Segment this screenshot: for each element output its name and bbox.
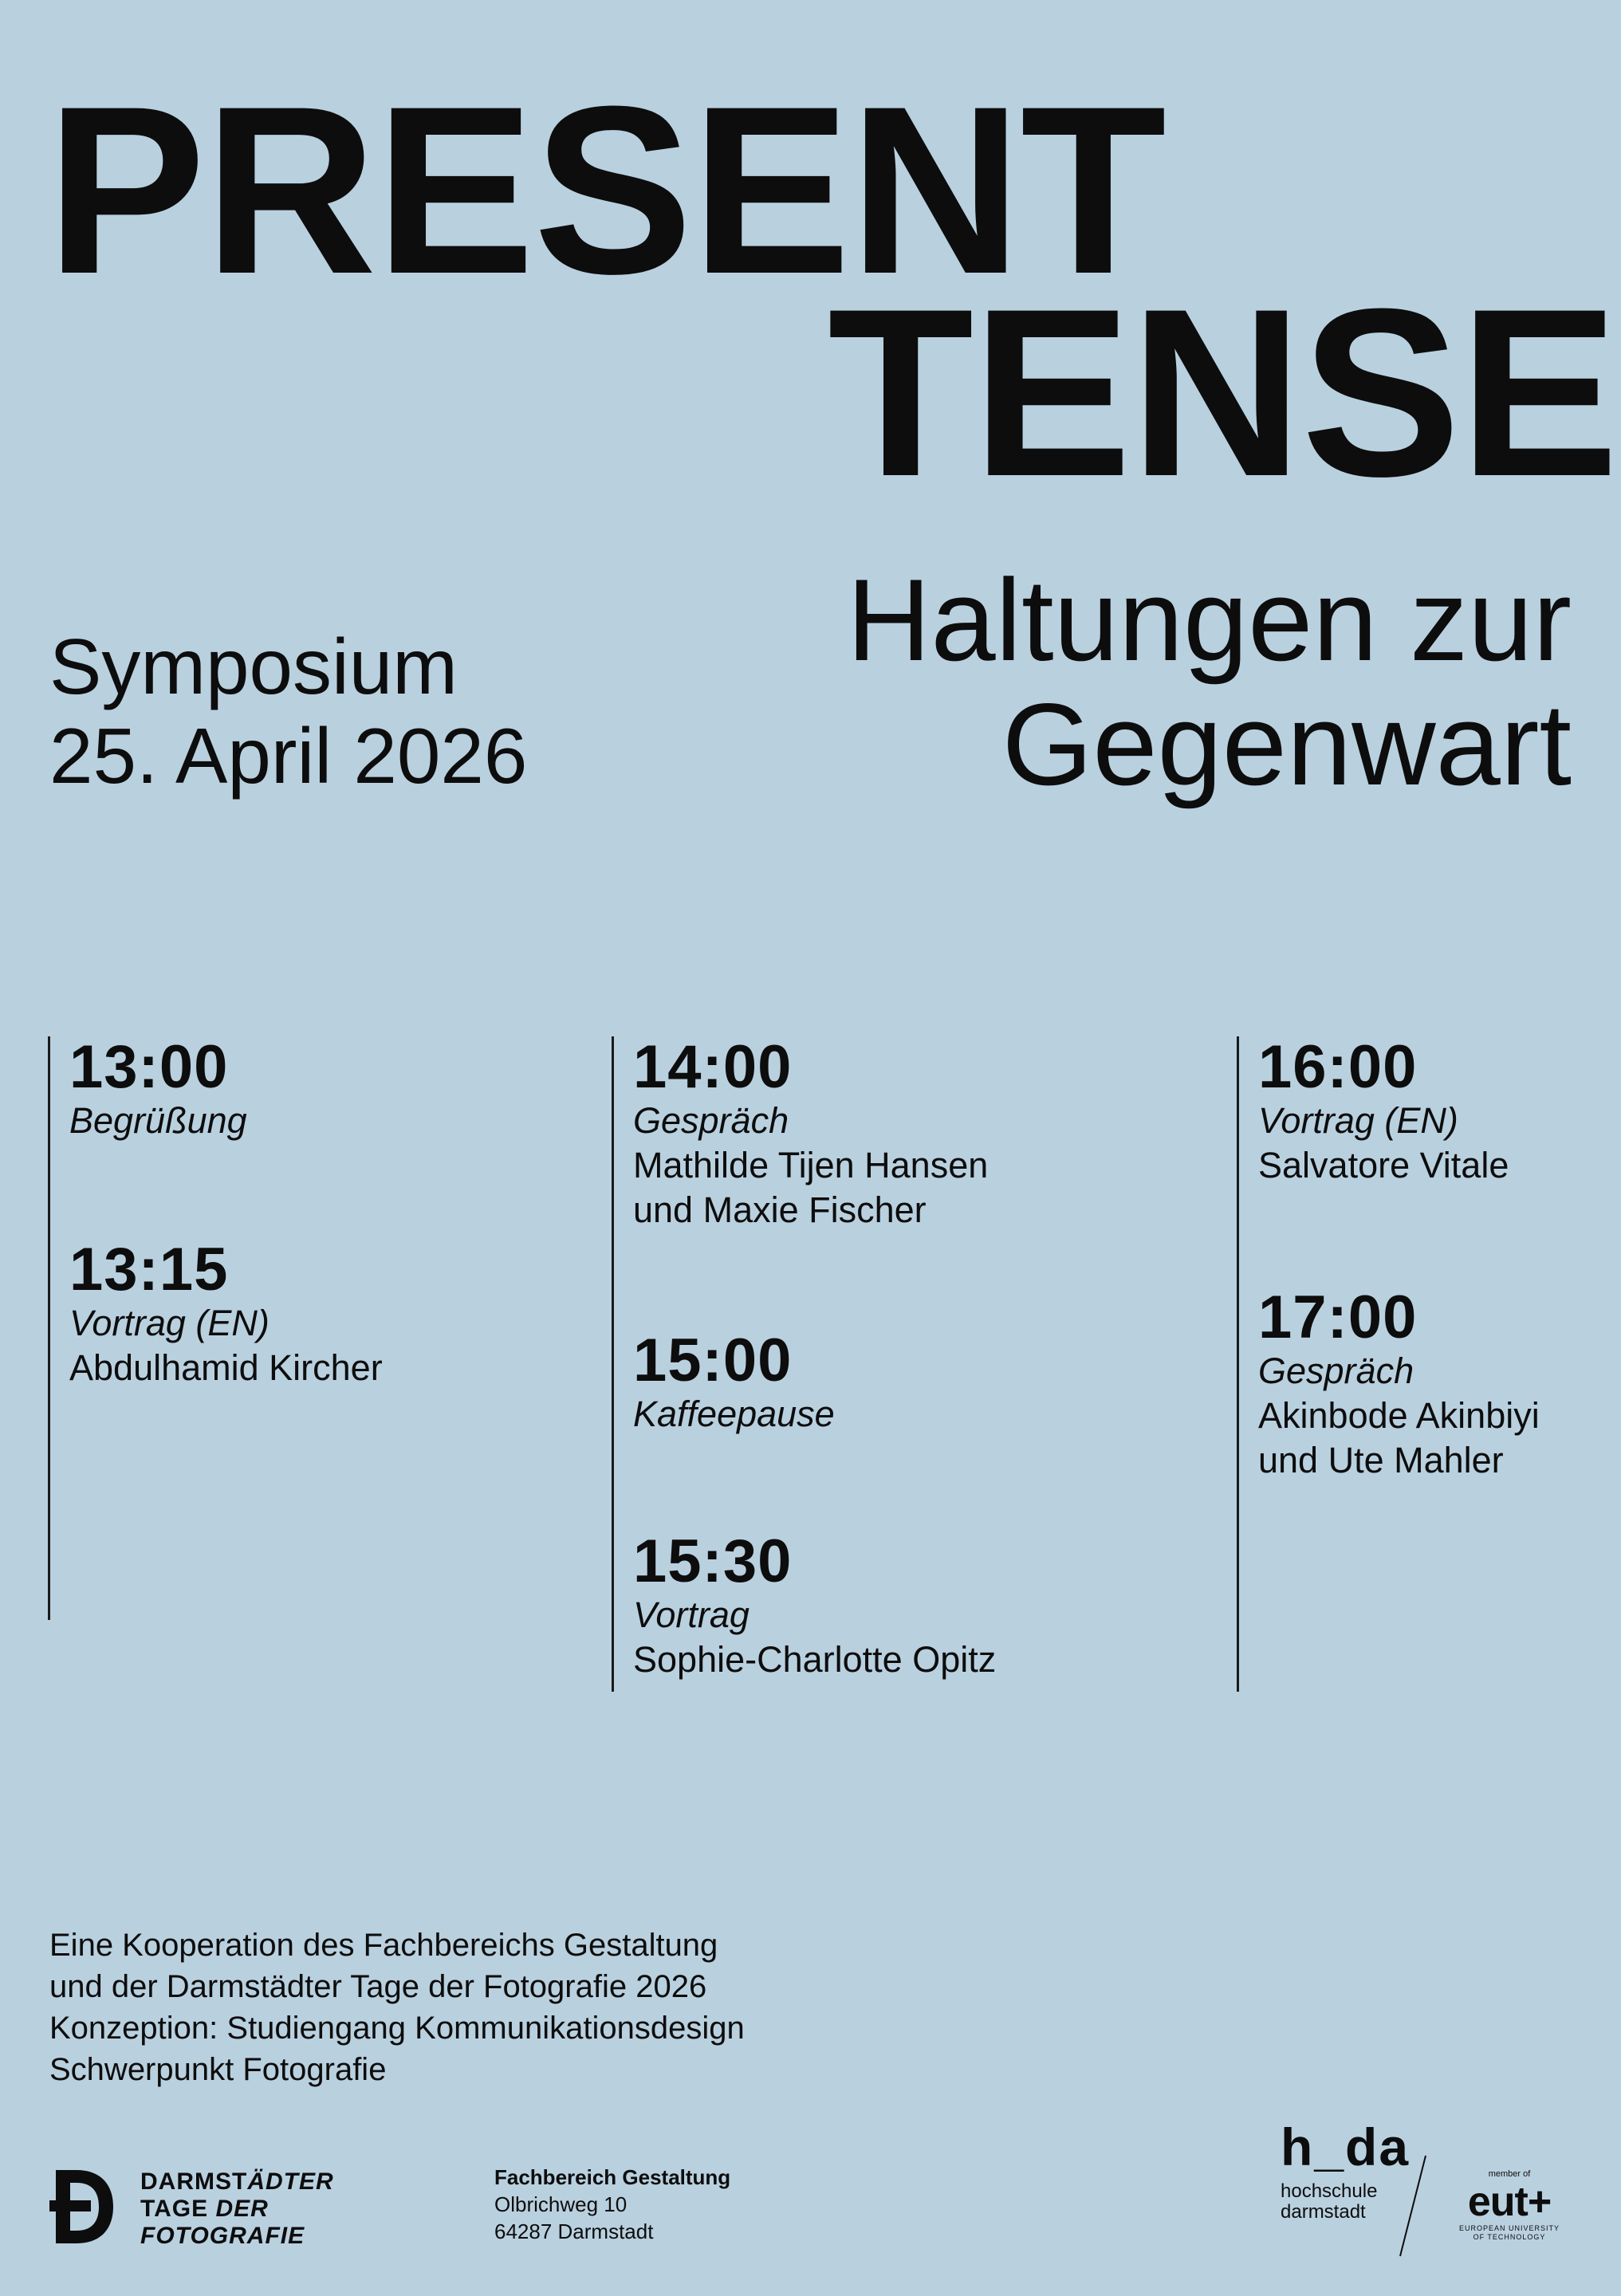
schedule-time: 13:15 [69, 1236, 229, 1303]
schedule-type: Kaffeepause [633, 1394, 835, 1434]
cooperation-line: Schwerpunkt Fotografie [49, 2052, 387, 2087]
schedule-column-3 [1237, 1033, 1621, 1692]
dtf-line-3 [140, 2223, 334, 2250]
eut-line-1: EUROPEAN UNIVERSITY [1458, 2224, 1560, 2232]
schedule-speaker: und Ute Mahler [1258, 1440, 1504, 1480]
hda-logo [1281, 2119, 1410, 2223]
eut-logo-subtitle [1442, 2224, 1577, 2242]
dtf-logo-icon [49, 2167, 116, 2247]
title-present: PRESENT [46, 56, 1165, 324]
eut-member-text: member of [1488, 2169, 1531, 2179]
cooperation-line: und der Darmstädter Tage der Fotografie 2026 [49, 1969, 707, 2004]
address-department: Fachbereich Gestaltung [494, 2165, 731, 2189]
event-date: 25. April 2026 [49, 712, 528, 800]
dtf-line-2 [140, 2196, 334, 2223]
schedule-item [633, 1033, 989, 1233]
schedule-type: Gespräch [633, 1100, 789, 1141]
address-city: 64287 Darmstadt [494, 2219, 654, 2243]
dtf-line-2a: TAGE [140, 2196, 216, 2222]
dtf-logo-text [140, 2168, 334, 2250]
address-block [494, 2164, 730, 2245]
schedule-item [1258, 1284, 1540, 1483]
logo-divider [1397, 2154, 1429, 2258]
schedule-time: 16:00 [1258, 1033, 1418, 1101]
schedule-speaker: und Maxie Fischer [633, 1189, 927, 1230]
dtf-line-3-text: FOTOGRAFIE [140, 2223, 305, 2249]
schedule-speaker: Salvatore Vitale [1258, 1145, 1509, 1185]
schedule-type: Vortrag (EN) [1258, 1100, 1458, 1141]
eut-logo [1442, 2168, 1577, 2242]
hda-line-1: hochschule [1281, 2180, 1378, 2202]
subtitle-line-1: Haltungen zur [846, 555, 1572, 685]
dtf-line-1 [140, 2168, 334, 2196]
hda-line-2: darmstadt [1281, 2201, 1366, 2223]
schedule-time: 14:00 [633, 1033, 793, 1101]
schedule-column-1 [48, 1033, 580, 1620]
cooperation-line: Konzeption: Studiengang Kommunikationsdesign [49, 2011, 745, 2046]
schedule-speaker: Sophie-Charlotte Opitz [633, 1639, 997, 1680]
subtitle-line-2: Gegenwart [1001, 679, 1572, 809]
schedule-item [633, 1327, 835, 1437]
schedule-type: Vortrag (EN) [69, 1303, 270, 1343]
schedule-type: Begrüßung [69, 1100, 247, 1141]
hda-logo-subtitle [1281, 2181, 1410, 2223]
schedule-speaker: Akinbode Akinbiyi [1258, 1395, 1540, 1436]
schedule-time: 13:00 [69, 1033, 229, 1101]
title-tense: TENSE [828, 258, 1618, 526]
cooperation-text [49, 1924, 745, 2090]
schedule-item [69, 1033, 247, 1143]
schedule-speaker: Abdulhamid Kircher [69, 1347, 383, 1388]
schedule-item [69, 1236, 383, 1390]
address-street: Olbrichweg 10 [494, 2192, 628, 2216]
schedule-time: 15:00 [633, 1327, 793, 1394]
hda-logo-mark: h_da [1281, 2117, 1411, 2176]
dtf-line-1b: ÄDTER [247, 2168, 334, 2195]
schedule-speaker: Mathilde Tijen Hansen [633, 1145, 989, 1185]
cooperation-line: Eine Kooperation des Fachbereichs Gestaltung [49, 1928, 718, 1963]
schedule-time: 15:30 [633, 1527, 793, 1595]
eut-line-2: OF TECHNOLOGY [1473, 2233, 1546, 2241]
dtf-line-2b: DER [215, 2196, 269, 2222]
event-kind: Symposium [49, 623, 458, 710]
schedule-item [633, 1527, 997, 1682]
dtf-line-1a: DARMST [140, 2168, 248, 2195]
schedule-column-2 [612, 1033, 1239, 1692]
event-info [49, 622, 527, 800]
schedule-time: 17:00 [1258, 1284, 1418, 1351]
schedule-type: Gespräch [1258, 1350, 1414, 1391]
schedule-type: Vortrag [633, 1594, 750, 1635]
subtitle [846, 555, 1572, 809]
eut-logo-mark: eut+ [1467, 2179, 1552, 2225]
schedule-item [1258, 1033, 1509, 1188]
